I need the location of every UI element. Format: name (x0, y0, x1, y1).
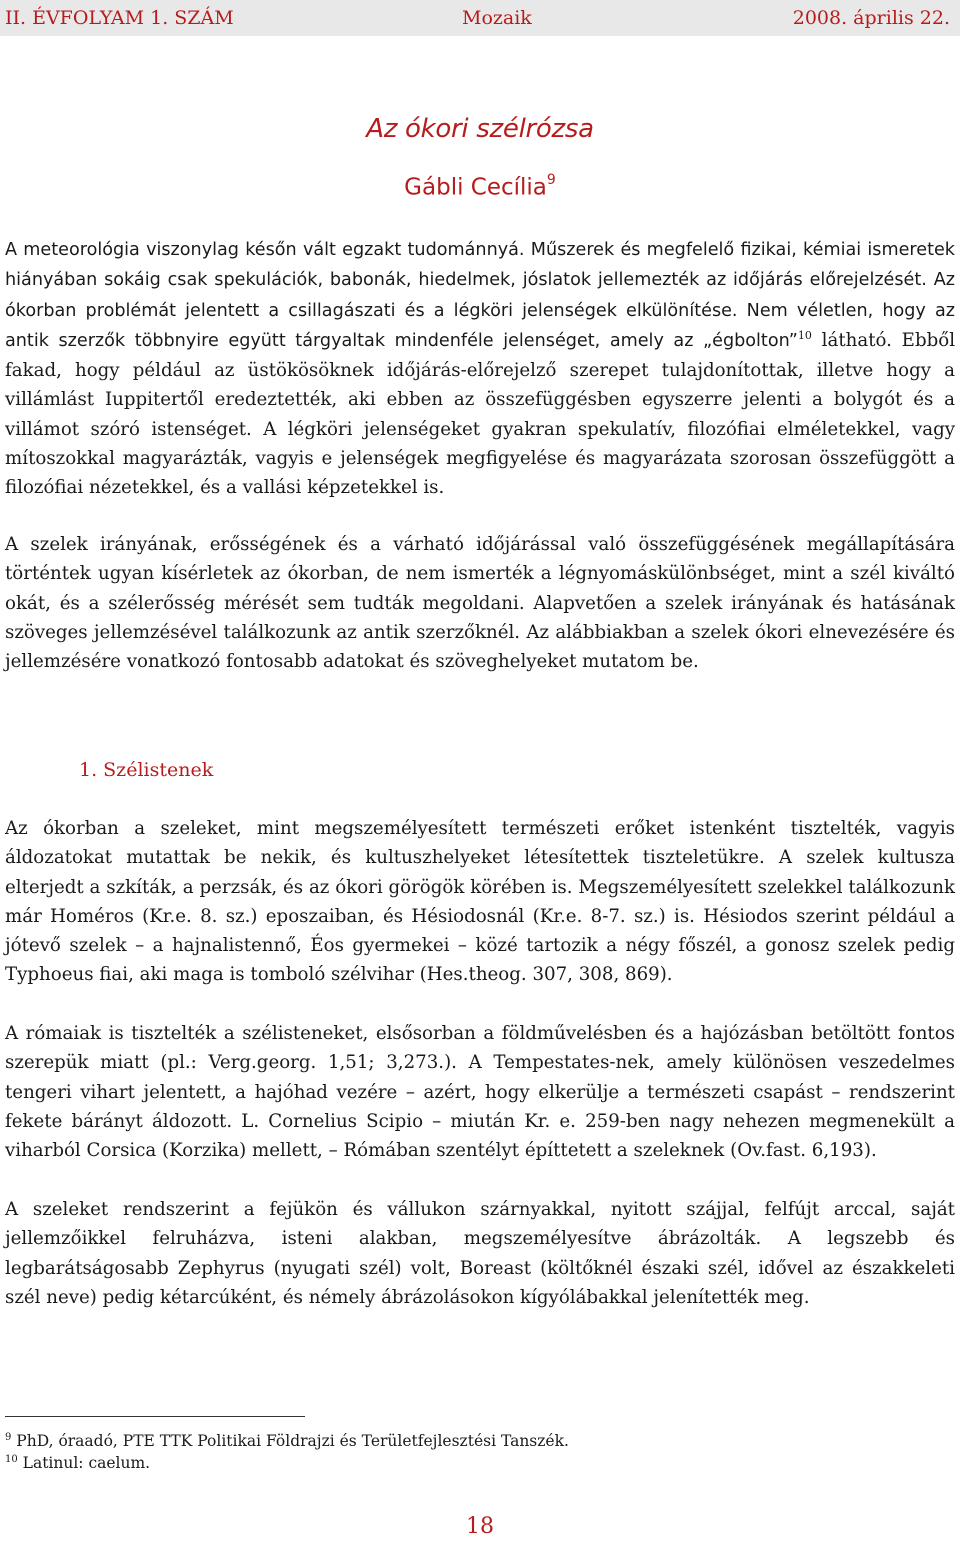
page-number: 18 (466, 1514, 494, 1539)
header-magazine: Mozaik (462, 7, 532, 29)
page-header (0, 0, 960, 36)
author-footnote-ref: 9 (546, 172, 556, 188)
footnote-text: PhD, óraadó, PTE TTK Politikai Földrajzi és Területfejlesztési Tanszék. (11, 1432, 569, 1451)
section-paragraph-2: A rómaiak is tisztelték a szélisteneket, elsősorban a földművelésben és a hajózásban betöltött fontos szerepük miatt (pl.: Verg.georg. 1,51; 3,273.). A Tempestates-nek, amely különösen veszedelmes tengeri vihart jelentett, a hajóhad vezére – azért, hogy elkerülje a természeti csapást – rendszerint fekete bárányt áldozott. L. Cornelius Scipio – miután Kr. e. 259-ben nagy nehezen megmenekült a viharból Corsica (Korzika) mellett, – Rómában szentélyt építtetett a szeleknek (Ov.fast. 6,193). (5, 1023, 955, 1162)
intro-text-3: Ebből fakad, hogy például az üstökösöknek időjárás-előrejelző szerepet tulajdonítottak, illetve hogy a villámlást Iuppitertől eredeztették, aki ebben az összefüggésben egyszerre jelenti a bolygót és a villámot szóró istenséget. A légköri jelenségeket gyakran spekulatív, filozófiai elméletekkel, vagy mítoszokkal magyarázták, vagyis e jelenségek megfigyelése és magyarázata szorosan összefüggött a filozófiai nézetekkel, és a vallási képzetekkel is. (5, 329, 956, 499)
footnote-text: Latinul: caelum. (17, 1454, 151, 1473)
intro-text-2: látható. (811, 329, 892, 351)
footnote-9 (5, 1432, 569, 1450)
header-volume: II. ÉVFOLYAM 1. SZÁM (5, 7, 234, 29)
section-paragraph-1: Az ókorban a szeleket, mint megszemélyesített természeti erőket istenként tisztelték, vagyis áldozatokat mutattak be nekik, és kultuszhelyeket létesítettek tiszteletükre. A szelek kultusza elterjedt a szkíták, a perzsák, és az ókori görögök körében is. Megszemélyesített szelekkel találkozunk már Homéros (Kr.e. 8. sz.) eposzaiban, és Hésiodosnál (Kr.e. 8-7. sz.) is. Hésiodos szerint például a jótevő szelek – a hajnalistennő, Éos gyermekei – közé tartozik a négy főszél, a gonosz szelek pedig Typhoeus fiai, aki maga is tomboló szélvihar (Hes.theog. 307, 308, 869). (5, 818, 955, 986)
footnote-number: 10 (5, 1454, 18, 1465)
footnote-divider (5, 1416, 305, 1417)
section-heading: 1. Szélistenek (79, 759, 214, 781)
footnote-10 (5, 1454, 150, 1472)
author-name: Gábli Cecília (404, 174, 547, 201)
footnote-number: 9 (5, 1432, 12, 1443)
intro-paragraph (5, 235, 955, 503)
article-author (0, 174, 960, 201)
article-title: Az ókori szélrózsa (366, 114, 594, 144)
header-date: 2008. április 22. (792, 7, 950, 29)
footnote-ref-10: 10 (797, 328, 812, 342)
section-paragraph-3: A szeleket rendszerint a fejükön és vállukon szárnyakkal, nyitott szájjal, felfújt arccal, saját jellemzőikkel felruházva, isteni alakban, megszemélyesítve ábrázolták. A legszebb és legbarátságosabb Zephyrus (nyugati szél) volt, Boreast (költőknél északi szél, idővel az északkeleti szél neve) pedig kétarcúként, és némely ábrázolásokon kígyólábakkal jelenítették meg. (5, 1199, 955, 1308)
intro-paragraph-2: A szelek irányának, erősségének és a várható időjárással való összefüggésének megállapítására történtek ugyan kísérletek az ókorban, de nem ismerték a légnyomáskülönbséget, mint a szél kiváltó okát, és a szélerősség mérését sem tudták megoldani. Alapvetően a szelek irányának és hatásának szöveges jellemzésével találkozunk az antik szerzőknél. Az alábbiakban a szelek ókori elnevezésére és jellemzésére vonatkozó fontosabb adatokat és szöveghelyeket mutatom be. (5, 534, 955, 673)
intro-text-1: A meteorológia viszonylag későn vált egzakt tudománnyá. Műszerek és megfelelő fizikai, kémiai ismeretek hiányában sokáig csak spekulációk, babonák, hiedelmek, jóslatok jellemezték az időjárás előrejelzését. Az ókorban problémát jelentett a csillagászati és a légköri jelenségek elkülönítése. Nem véletlen, hogy az antik szerzők többnyire együtt tárgyaltak mindenféle jelenséget, amely az „égbolton” (5, 240, 955, 351)
